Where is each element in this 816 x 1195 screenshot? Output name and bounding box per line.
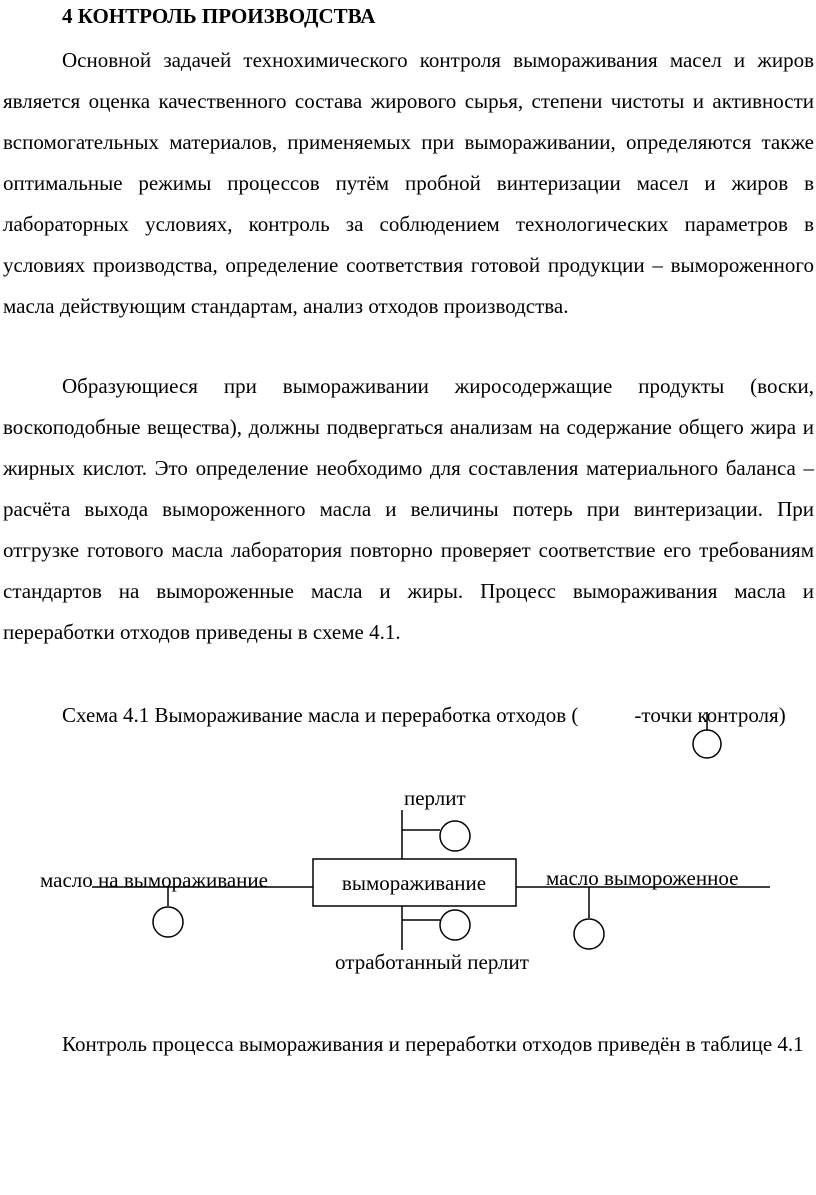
caption-text-before: Схема 4.1 Вымораживание масла и переработка отходов (	[62, 703, 579, 727]
footer-paragraph: Контроль процесса вымораживания и переработки отходов приведён в таблице 4.1	[62, 1032, 804, 1056]
section-heading: 4 КОНТРОЛЬ ПРОИЗВОДСТВА	[62, 4, 376, 28]
output-label: масло вымороженное	[546, 866, 739, 890]
input-control-point-icon	[153, 907, 183, 937]
input-label: масло на вымораживание	[40, 868, 268, 892]
bottom-label: отработанный перлит	[335, 950, 529, 974]
bottom-control-point-icon	[440, 910, 470, 940]
top-label: перлит	[404, 786, 466, 810]
process-diagram	[0, 770, 816, 990]
process-label: вымораживание	[341, 871, 487, 895]
output-control-point-icon	[574, 919, 604, 949]
caption-text-after: -точки контроля)	[634, 703, 786, 727]
top-control-point-icon	[440, 821, 470, 851]
paragraph-1: Основной задачей технохимического контроля вымораживания масел и жиров является оценка качественного состава жирового сырья, степени чистоты и активности вспомогательных материалов, применяемых при вымораживании, определяются также оптимальные режимы процессов путём пробной винтеризации масел и жиров в лабораторных условиях, контроль за соблюдением технологических параметров в условиях производства, определение соответствия готовой продукции – вымороженного масла действующим стандартам, анализ отходов производства.	[3, 48, 814, 318]
control-point-legend-icon	[691, 712, 723, 760]
paragraph-2: Образующиеся при вымораживании жиросодержащие продукты (воски, воскоподобные вещества), должны подвергаться анализам на содержание общего жира и жирных кислот. Это определение необходимо для составления материального баланса – расчёта выхода вымороженного масла и величины потерь при винтеризации. При отгрузке готового масла лаборатория повторно проверяет соответствие его требованиям стандартов на вымороженные масла и жиры. Процесс вымораживания масла и переработки отходов приведены в схеме 4.1.	[3, 374, 814, 644]
